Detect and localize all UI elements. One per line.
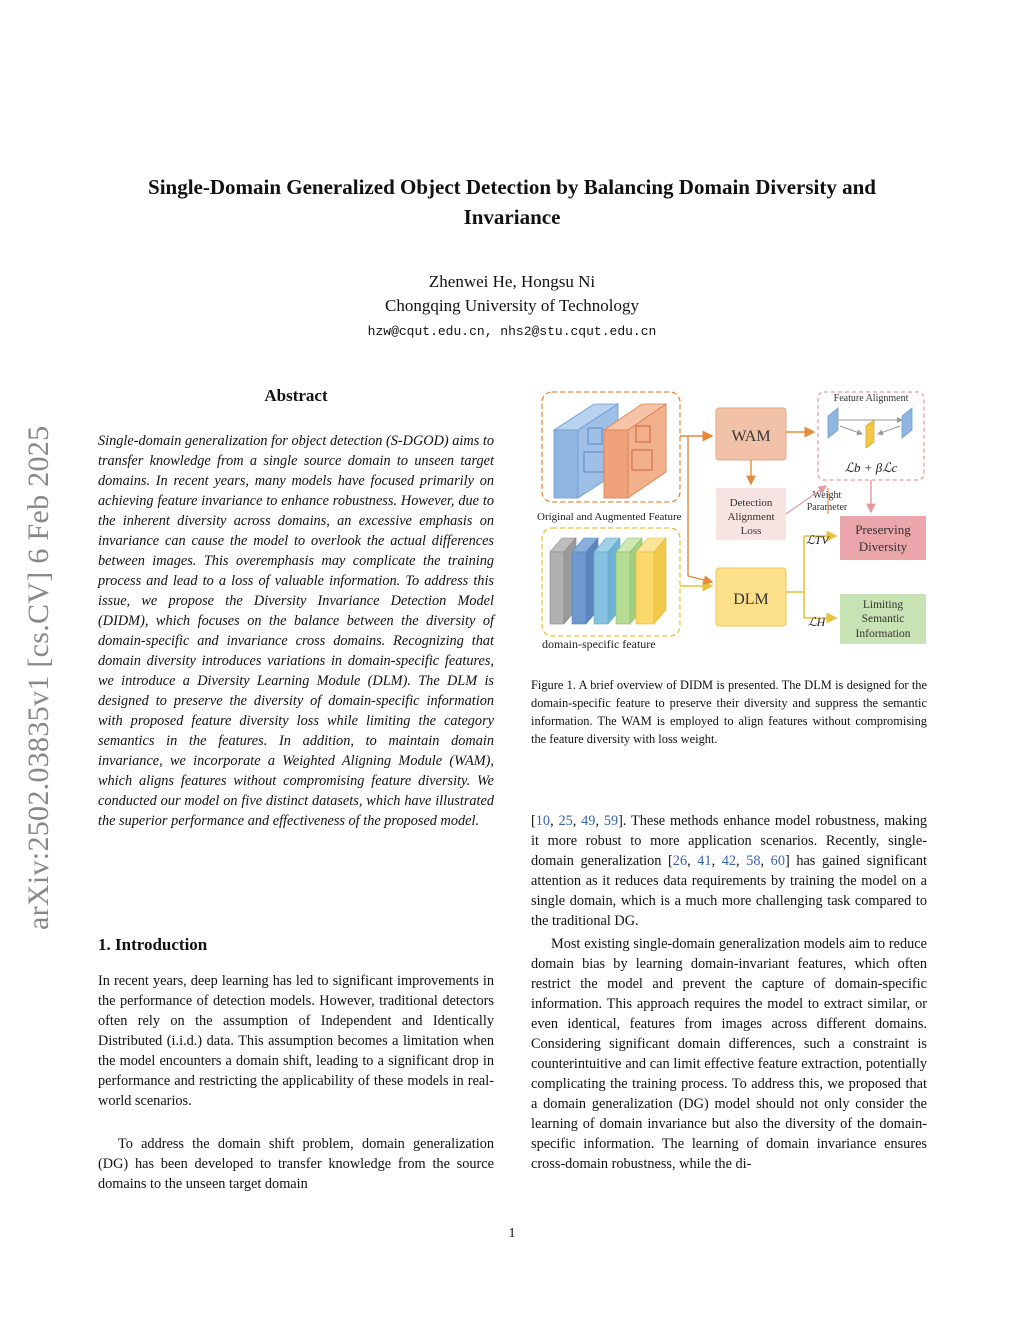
citation-link[interactable]: 26: [672, 853, 688, 869]
arxiv-stamp: arXiv:2502.03835v1 [cs.CV] 6 Feb 2025: [22, 425, 55, 930]
citation-link[interactable]: 58: [746, 853, 761, 869]
text-fragment: ]. These methods enhance model robustness, making it more robust to more application scenarios. Recently, single-domain generalization [: [531, 813, 928, 869]
abstract-text: Single-domain generalization for object detection (S-DGOD) aims to transfer knowledge from a single source domain to unseen target domains. In recent years, many models have focused primarily on achieving feature invariance to enhance robustness. However, due to the inherent diversity across domains, an excessive emphasis on invariance can cause the model to overlook the actual differences between images. This overemphasis may complicate the training process and lead to a loss of valuable information. To address this issue, we propose the Diversity Invariance Detection Model (DIDM), which focuses on the balance between the diversity of domain-specific and invariance cross domains. Recognizing that domain diversity introduces variations in domain-specific features, we introduce a Diversity Learning Module (DLM). The DLM is designed to preserve the diversity of domain-specific information with proposed feature diversity loss while limiting the category semantics in the features. In addition, to maintain domain invariance, we incorporate a Weighted Aligning Module (WAM), which aligns features without compromising feature diversity. We conducted our model on five distinct datasets, which have illustrated the superior performance and effectiveness of the proposed model.: [98, 433, 494, 829]
det-align-label-1: Detection: [729, 497, 773, 509]
dlm-label: DLM: [733, 591, 769, 608]
paper-title: Single-Domain Generalized Object Detection by Balancing Domain Diversity and Invariance: [148, 175, 876, 229]
det-align-label-2: Alignment: [727, 511, 775, 523]
figure-1-diagram: [536, 386, 928, 652]
citation-link[interactable]: 42: [721, 853, 737, 869]
intro-paragraph-3: [10, 25, 49, 59]. These methods enhance model robustness, making it more robust to more application scenarios. Recently, single-domain generalization [26, 41, 42, 58, 60] has gained significant attention as it reduces data requirements by training the model on a single domain, which is a much more challenging task compared to the traditional DG.: [531, 813, 928, 929]
weight-label-1: Weight: [812, 490, 842, 501]
preserve-label-2: Diversity: [858, 539, 908, 554]
domain-specific-label: domain-specific feature: [542, 637, 656, 651]
det-align-label-3: Loss: [740, 525, 762, 537]
intro-paragraph-1: In recent years, deep learning has led to significant improvements in the performance of detection models. However, traditional detectors often rely on the assumption of Independent and Identically Distributed (i.i.d.) data. This assumption becomes a limitation when the model encounters a domain shift, leading to a significant drop in performance and restricting the applicability of these models in real-world scenarios.: [98, 973, 494, 1109]
text-fragment: ] has gained significant attention as it reduces data requirements by training the model on a single domain, which is a much more challenging task compared to the traditional DG.: [531, 853, 928, 929]
alignment-plane-right: [902, 408, 912, 438]
alignment-loss-formula: ℒb + βℒc: [844, 460, 898, 475]
author-list: Zhenwei He, Hongsu Ni: [428, 272, 596, 291]
citation-link[interactable]: 41: [697, 853, 712, 869]
citation-link[interactable]: 10: [535, 813, 551, 829]
text-fragment: [: [531, 813, 536, 829]
limit-label-1: Limiting: [862, 599, 904, 611]
section-heading-introduction: 1. Introduction: [98, 935, 208, 954]
stacked-feature-maps: [550, 538, 666, 624]
intro-paragraph-2: To address the domain shift problem, domain generalization (DG) has been developed to transfer knowledge from the source domains to the unseen target domain: [98, 1136, 494, 1192]
citation-link[interactable]: 60: [770, 853, 785, 869]
figure-1-caption: Figure 1. A brief overview of DIDM is presented. The DLM is designed for the domain-specific feature to preserve their diversity and suppress the semantic information. The WAM is employed to align features without compromising the feature diversity with loss weight.: [531, 678, 927, 746]
preserve-label-1: Preserving: [855, 522, 911, 537]
tv-loss-label: ℒTV: [806, 533, 829, 547]
citation-link[interactable]: 25: [558, 813, 573, 829]
citation-link[interactable]: 49: [581, 813, 596, 829]
limit-label-2: Semantic: [861, 613, 905, 625]
alignment-plane-left: [828, 408, 838, 438]
limit-label-3: Information: [855, 628, 911, 640]
h-loss-label: ℒH: [808, 615, 826, 629]
wam-label: WAM: [731, 428, 771, 445]
abstract-heading: Abstract: [264, 386, 328, 405]
author-emails: hzw@cqut.edu.cn, nhs2@stu.cqut.edu.cn: [367, 324, 657, 339]
intro-paragraph-4: Most existing single-domain generalization models aim to reduce domain bias by learning domain-invariant features, which often restrict the model and prevent the capture of domain-specific information. This approach requires the model to extract similar, or even identical, features from images across different domains. Considering significant domain differences, such a constraint is counterintuitive and can limit effective feature extraction, potentially complicating the training process. To address this, we proposed that a domain generalization (DG) model should not only consider the learning of domain invariance but also the diversity of the domain-specific information. The learning of domain invariance ensures cross-domain robustness, while the di-: [531, 936, 927, 1172]
page-number: 1: [508, 1226, 516, 1241]
citation-link[interactable]: 59: [603, 813, 619, 829]
orig-aug-label: Original and Augmented Feature: [537, 511, 682, 523]
feature-alignment-label: Feature Alignment: [833, 393, 909, 404]
affiliation: Chongqing University of Technology: [385, 296, 639, 315]
alignment-plane-center: [866, 420, 874, 448]
weight-label-2: Parameter: [806, 502, 848, 513]
